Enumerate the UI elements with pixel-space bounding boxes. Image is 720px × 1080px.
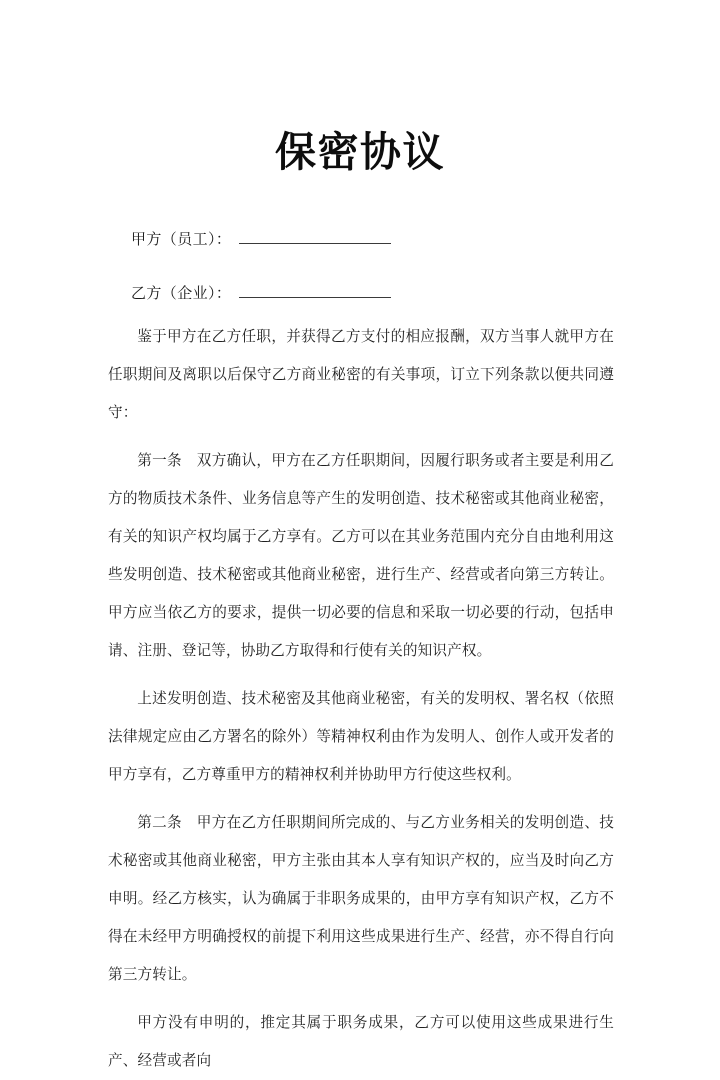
paragraph-article-2: 第二条 甲方在乙方任职期间所完成的、与乙方业务相关的发明创造、技术秘密或其他商业秘密，甲方主张由其本人享有知识产权的，应当及时向乙方申明。经乙方核实，认为确属于非职务成果的，由甲方享有知识产权，乙方不得在未经甲方明确授权的前提下利用这些成果进行生产、经营，亦不得自行向第三方转让。 [108, 814, 614, 983]
party-row-yifang [131, 282, 611, 320]
page-title: 保密协议 [275, 128, 445, 176]
document-body [108, 318, 614, 1080]
party-row-jiafang [131, 228, 611, 266]
party-label-yifang: 乙方（企业）： [131, 284, 232, 302]
paragraph-article-2-cont: 甲方没有申明的，推定其属于职务成果，乙方可以使用这些成果进行生产、经营或者向 [108, 1014, 614, 1069]
paragraph-preamble: 鉴于甲方在乙方任职，并获得乙方支付的相应报酬，双方当事人就甲方在任职期间及离职以后保守乙方商业秘密的有关事项，订立下列条款以便共同遵守： [108, 328, 614, 421]
party-input-jiafang[interactable] [239, 229, 391, 244]
paragraph-moral-rights: 上述发明创造、技术秘密及其他商业秘密，有关的发明权、署名权（依照法律规定应由乙方署名的除外）等精神权利由作为发明人、创作人或开发者的甲方享有，乙方尊重甲方的精神权利并协助甲方行使这些权利。 [108, 690, 614, 783]
paragraph-article-1: 第一条 双方确认，甲方在乙方任职期间，因履行职务或者主要是利用乙方的物质技术条件、业务信息等产生的发明创造、技术秘密或其他商业秘密，有关的知识产权均属于乙方享有。乙方可以在其业务范围内充分自由地利用这些发明创造、技术秘密或其他商业秘密，进行生产、经营或者向第三方转让。甲方应当依乙方的要求，提供一切必要的信息和采取一切必要的行动，包括申请、注册、登记等，协助乙方取得和行使有关的知识产权。 [108, 452, 614, 659]
party-input-yifang[interactable] [239, 283, 391, 298]
party-label-jiafang: 甲方（员工）： [131, 230, 232, 248]
